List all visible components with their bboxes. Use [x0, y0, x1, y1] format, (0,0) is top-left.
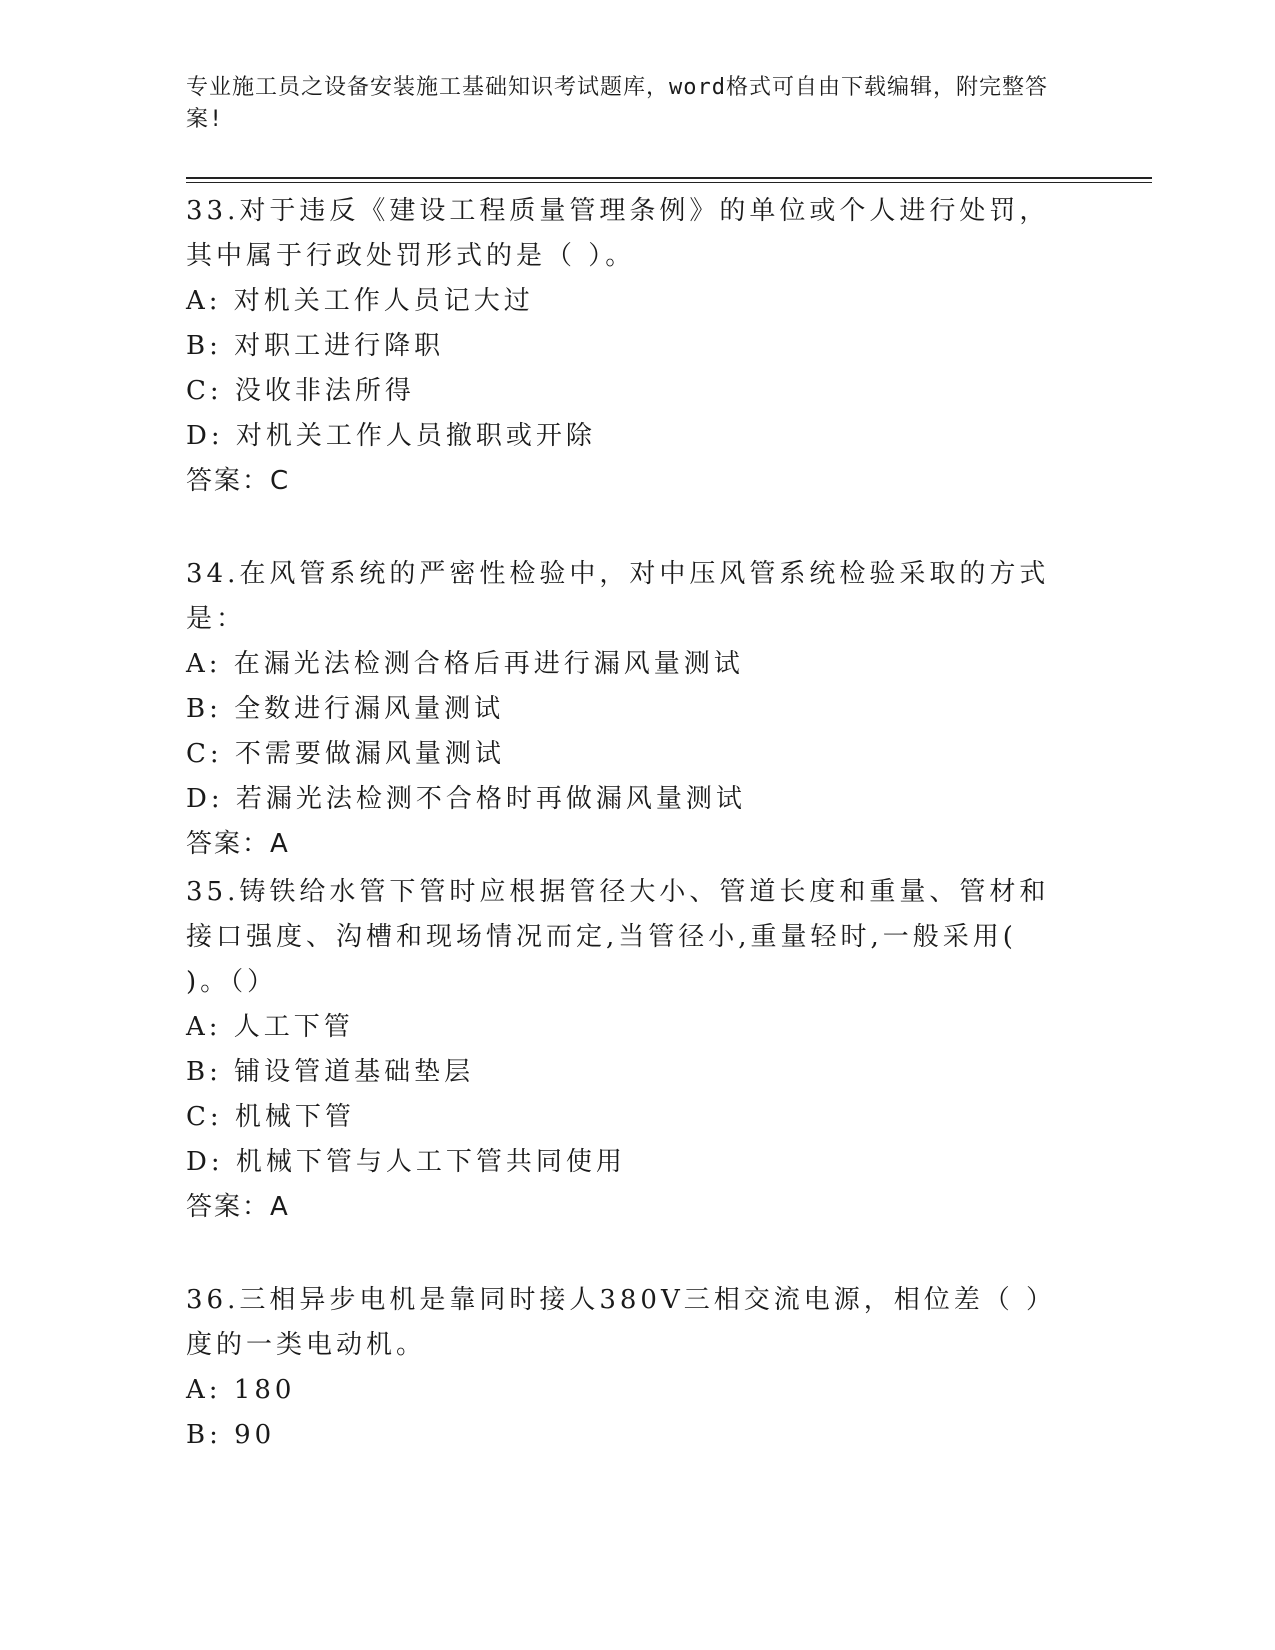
question-stem: 35.铸铁给水管下管时应根据管径大小、管道长度和重量、管材和接口强度、沟槽和现场情况而定,当管径小,重量轻时,一般采用( )。（）	[186, 877, 1050, 997]
answer: 答案：C	[186, 466, 291, 496]
option-b: B: 全数进行漏风量测试	[186, 694, 505, 724]
option-d: D: 若漏光法检测不合格时再做漏风量测试	[186, 784, 746, 814]
option-a: A: 在漏光法检测合格后再进行漏风量测试	[186, 649, 744, 679]
option-c: C: 没收非法所得	[186, 376, 415, 406]
question-stem: 33.对于违反《建设工程质量管理条例》的单位或个人进行处罚，其中属于行政处罚形式的是（ ）。	[186, 196, 1050, 271]
option-d: D: 对机关工作人员撤职或开除	[186, 421, 596, 451]
option-b: B: 铺设管道基础垫层	[186, 1057, 475, 1087]
option-a: A: 对机关工作人员记大过	[186, 286, 534, 316]
question-35	[186, 870, 1086, 1230]
question-34	[186, 552, 1086, 867]
question-stem: 34.在风管系统的严密性检验中，对中压风管系统检验采取的方式是：	[186, 559, 1050, 634]
document-header: 专业施工员之设备安装施工基础知识考试题库，word格式可自由下载编辑，附完整答案!	[186, 75, 1048, 132]
answer: 答案：A	[186, 1192, 290, 1222]
question-stem: 36.三相异步电机是靠同时接人380V三相交流电源，相位差（ ）度的一类电动机。	[186, 1285, 1057, 1360]
option-c: C: 不需要做漏风量测试	[186, 739, 505, 769]
question-33	[186, 189, 1086, 504]
header-divider-thin	[186, 182, 1152, 183]
option-a: A: 180	[186, 1375, 296, 1405]
option-b: B: 90	[186, 1420, 276, 1450]
answer: 答案：A	[186, 829, 290, 859]
header-divider	[186, 177, 1152, 179]
option-c: C: 机械下管	[186, 1102, 355, 1132]
option-a: A: 人工下管	[186, 1012, 354, 1042]
option-b: B: 对职工进行降职	[186, 331, 445, 361]
option-d: D: 机械下管与人工下管共同使用	[186, 1147, 626, 1177]
question-36	[186, 1278, 1086, 1458]
